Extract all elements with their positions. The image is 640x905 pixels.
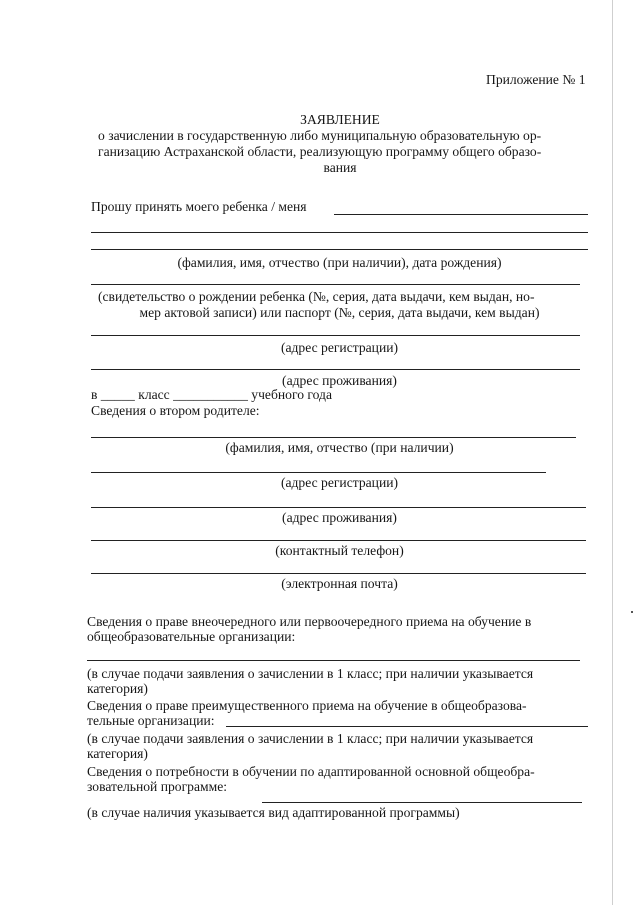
second-parent-heading: Сведения о втором родителе: xyxy=(91,403,260,418)
parent-residence-field[interactable] xyxy=(91,507,586,508)
preferential-field[interactable] xyxy=(226,726,588,727)
priority-text-2: общеобразовательные организации: xyxy=(87,629,296,644)
preferential-text-1: Сведения о праве преимущественного приема на обучение в общеобразова- xyxy=(87,698,527,713)
registration-address-field[interactable] xyxy=(91,335,580,336)
birth-document-caption-2: мер актовой записи) или паспорт (№, серия, дата выдачи, кем выдан) xyxy=(139,305,540,320)
appendix-label: Приложение № 1 xyxy=(486,72,586,87)
residence-address-caption: (адрес проживания) xyxy=(282,373,397,388)
parent-registration-caption: (адрес регистрации) xyxy=(280,475,399,490)
phone-caption: (контактный телефон) xyxy=(275,543,404,558)
document-title: ЗАЯВЛЕНИЕ xyxy=(300,112,380,127)
adapted-program-field[interactable] xyxy=(262,802,582,803)
email-caption: (электронная почта) xyxy=(281,576,398,591)
scan-page-edge xyxy=(612,0,613,905)
parent-residence-caption: (адрес проживания) xyxy=(282,510,397,525)
residence-address-field[interactable] xyxy=(91,369,580,370)
registration-address-caption: (адрес регистрации) xyxy=(280,340,399,355)
priority-note-1: (в случае подачи заявления о зачислении в 1 класс; при наличии указывается xyxy=(87,666,534,681)
scan-speck xyxy=(631,611,633,613)
preferential-text-2: тельные организации: xyxy=(87,713,215,728)
birth-document-field[interactable] xyxy=(91,284,580,285)
subtitle-line-1: о зачислении в государственную либо муниципальную образовательную ор- xyxy=(98,128,542,143)
adapted-text-1: Сведения о потребности в обучении по адаптированной основной общеобра- xyxy=(87,764,535,779)
email-field[interactable] xyxy=(91,573,586,574)
adapted-note: (в случае наличия указывается вид адаптированной программы) xyxy=(87,805,460,820)
phone-field[interactable] xyxy=(91,540,586,541)
birth-document-caption-1: (свидетельство о рождении ребенка (№, серия, дата выдачи, кем выдан, но- xyxy=(98,289,535,304)
preferential-note-1: (в случае подачи заявления о зачислении в 1 класс; при наличии указывается xyxy=(87,731,534,746)
priority-field[interactable] xyxy=(87,660,580,661)
year-word: учебного года xyxy=(251,387,332,402)
school-year-field[interactable]: ___________ xyxy=(173,387,248,402)
request-label: Прошу принять моего ребенка / меня xyxy=(91,199,307,214)
child-name-caption: (фамилия, имя, отчество (при наличии), дата рождения) xyxy=(177,255,502,270)
parent-registration-field[interactable] xyxy=(91,472,546,473)
priority-text-1: Сведения о праве внеочередного или первоочередного приема на обучение в xyxy=(87,614,532,629)
subtitle-line-3: вания xyxy=(323,160,357,175)
parent-name-field[interactable] xyxy=(91,437,576,438)
class-line xyxy=(91,387,332,402)
class-word: класс xyxy=(138,387,170,402)
preferential-note-2: категория) xyxy=(87,746,148,761)
child-name-field-2[interactable] xyxy=(91,232,588,233)
child-name-field[interactable] xyxy=(334,214,588,215)
class-number-field[interactable]: _____ xyxy=(100,387,135,402)
priority-note-2: категория) xyxy=(87,681,148,696)
parent-name-caption: (фамилия, имя, отчество (при наличии) xyxy=(225,440,454,455)
adapted-text-2: зовательной программе: xyxy=(87,779,227,794)
class-prefix: в xyxy=(91,387,98,402)
subtitle-line-2: ганизацию Астраханской области, реализующую программу общего образо- xyxy=(98,144,542,159)
child-name-field-3[interactable] xyxy=(91,249,588,250)
